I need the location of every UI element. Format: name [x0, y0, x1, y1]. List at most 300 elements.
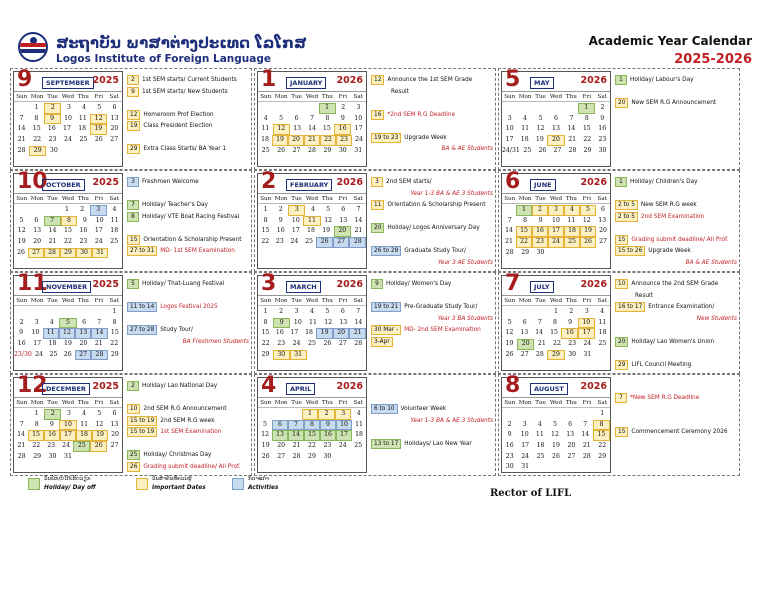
day-cell: 11: [567, 216, 576, 224]
event-date-tag: 15: [615, 427, 628, 437]
day-cell: 9: [600, 114, 605, 122]
weekday-label: Tue: [291, 196, 302, 202]
day-cell: [29, 307, 44, 318]
day-cell: 2: [44, 409, 61, 420]
month-block: [10, 68, 252, 170]
weekday-label: Mon: [518, 298, 532, 304]
weekday-label: Sun: [504, 298, 516, 304]
day-cell: 2: [279, 308, 284, 315]
day-cell: 12: [59, 328, 75, 339]
month-header: [502, 169, 610, 194]
day-cell: 26: [94, 136, 103, 144]
week-row: [14, 409, 122, 420]
day-cell: 25: [261, 146, 270, 154]
day-cell: 1: [600, 410, 605, 417]
day-cell: [45, 307, 60, 318]
day-cell: 2: [80, 206, 85, 213]
week-row: [258, 441, 366, 452]
event-line: [615, 223, 737, 234]
day-cell: 18: [598, 329, 607, 337]
day-cell: 26: [552, 452, 560, 460]
event-line: [615, 337, 737, 348]
day-cell: 26: [580, 237, 596, 248]
week-rows: [502, 102, 610, 156]
event-line: [371, 393, 493, 404]
event-line: [127, 177, 249, 188]
day-cell: 4: [310, 308, 314, 315]
day-cell: 9: [273, 318, 290, 329]
day-cell: 14: [17, 125, 26, 133]
month-year: 2026: [336, 381, 363, 392]
day-cell: 3: [356, 104, 361, 111]
day-cell: 4: [311, 206, 315, 213]
day-cell: 3: [90, 205, 107, 216]
week-row: [502, 307, 610, 318]
event-line: [371, 416, 493, 427]
event-text: Commencement Ceremony 2026: [631, 429, 728, 435]
event-line: [615, 212, 737, 223]
day-cell: 3: [507, 114, 512, 122]
event-date-tag: 30 Mar -: [371, 325, 401, 335]
day-cell: 5: [325, 308, 330, 315]
week-row: [258, 350, 366, 361]
day-cell: 7: [310, 114, 314, 122]
day-cell: 17: [60, 430, 76, 441]
event-line: [371, 439, 493, 450]
week-row: [258, 103, 366, 114]
day-cell: 15: [550, 329, 558, 337]
event-text: Upgrade Week: [648, 248, 691, 254]
day-cell: 18: [305, 329, 313, 337]
day-cell: 23: [505, 452, 514, 460]
day-cell: 23: [323, 442, 332, 450]
weekday-label: Sun: [260, 196, 272, 202]
day-cell: 6: [554, 114, 558, 122]
day-cell: 20: [79, 340, 88, 348]
event-line: [615, 189, 737, 200]
week-row: [502, 146, 610, 157]
day-cell: [351, 350, 366, 361]
day-cell: 9: [44, 114, 61, 125]
event-date-tag: 7: [615, 393, 627, 403]
day-cell: 11: [535, 431, 544, 439]
weekday-label: Sat: [109, 196, 119, 202]
weekday-label: Fri: [94, 196, 103, 202]
day-cell: 28: [568, 146, 577, 154]
day-cell: 16: [275, 329, 284, 337]
day-cell: 9: [278, 216, 283, 224]
day-cell: 20: [599, 227, 607, 235]
weekday-label: Thu: [77, 196, 89, 202]
month-calendar: [501, 67, 611, 167]
weekday-label: Tue: [535, 196, 546, 202]
day-cell: 14: [17, 431, 25, 439]
event-text: Grading submit deadline/ All Prof.: [631, 236, 729, 243]
day-cell: 19: [64, 340, 72, 348]
event-text: Class President Election: [143, 123, 213, 129]
day-cell: 8: [523, 216, 528, 224]
event-line: [127, 381, 249, 392]
week-row: [14, 328, 122, 339]
day-cell: 8: [593, 420, 610, 431]
weekday-label: Fri: [582, 400, 591, 406]
week-row: [258, 318, 366, 329]
event-line: [371, 404, 493, 415]
month-number: 9: [17, 67, 33, 92]
event-line: [371, 302, 493, 313]
event-line: [615, 427, 737, 438]
week-row: [502, 135, 610, 146]
day-cell: 8: [112, 318, 117, 326]
day-cell: [547, 103, 562, 114]
day-cell: 27: [292, 146, 301, 154]
event-text: Holiday/ Women's Day: [386, 281, 452, 287]
day-cell: 27: [567, 452, 576, 460]
day-cell: 21: [94, 340, 103, 348]
day-cell: 29: [521, 248, 530, 256]
week-row: [14, 135, 122, 146]
day-cell: 27: [520, 350, 529, 358]
day-cell: 16: [532, 226, 548, 237]
day-cell: 13: [520, 329, 529, 337]
day-cell: 1: [34, 410, 39, 417]
day-cell: 21: [354, 227, 363, 235]
day-cell: 16: [598, 125, 607, 133]
event-line: [615, 325, 737, 336]
week-row: [258, 146, 366, 157]
day-cell: 8: [304, 420, 320, 431]
day-cell: 21: [568, 136, 577, 144]
event-text: BA & AE Students: [441, 146, 493, 152]
weekday-header: [502, 194, 610, 204]
day-cell: [595, 350, 610, 361]
event-date-tag: 19 to 23: [371, 133, 401, 143]
day-cell: 26: [90, 441, 107, 452]
month-header: [14, 67, 122, 92]
day-cell: 10: [293, 318, 302, 326]
week-row: [14, 318, 122, 329]
weekday-label: Mon: [274, 196, 288, 202]
day-cell: 10: [505, 125, 514, 133]
day-cell: 21: [17, 136, 26, 144]
weekday-label: Thu: [321, 400, 333, 406]
day-cell: 20: [547, 135, 564, 146]
day-cell: 6: [341, 206, 346, 213]
weekday-label: Tue: [291, 400, 302, 406]
day-cell: 28: [582, 452, 591, 460]
event-text: Holiday/ Labour's Day: [630, 77, 694, 83]
event-date-tag: 12: [127, 110, 140, 120]
weekday-label: Wed: [61, 196, 75, 202]
month-number: 10: [17, 169, 48, 194]
day-cell: 6: [112, 104, 117, 111]
event-line: [371, 110, 493, 121]
event-line: [371, 291, 493, 302]
event-date-tag: 3-Apr: [371, 337, 393, 347]
week-row: [502, 237, 610, 248]
event-line: [371, 75, 493, 86]
event-text: 2nd SEM R.G Announcement: [143, 406, 227, 412]
day-cell: 9: [507, 431, 512, 439]
day-cell: 2: [532, 205, 548, 216]
day-cell: 13: [339, 318, 348, 326]
week-row: [502, 226, 610, 237]
weekday-label: Sun: [260, 298, 272, 304]
day-cell: 7: [507, 216, 512, 224]
day-cell: [533, 462, 548, 473]
event-line: [127, 291, 249, 302]
day-cell: 20: [288, 135, 304, 146]
event-text: Holiday/ Logos Anniversary Day: [387, 225, 480, 231]
day-cell: [517, 103, 532, 114]
day-cell: 29: [110, 350, 119, 358]
event-text: New SEM R.G Announcement: [631, 100, 717, 106]
month-block: [254, 170, 496, 272]
week-rows: [14, 102, 122, 156]
event-line: [127, 133, 249, 144]
week-row: [258, 328, 366, 339]
event-text: 2nd SEM R.G week: [160, 417, 215, 424]
month-name: APRIL: [286, 383, 315, 395]
day-cell: 10: [95, 216, 104, 224]
day-cell: 9: [538, 216, 543, 224]
weekday-label: Mon: [274, 94, 288, 100]
day-cell: 26: [277, 146, 286, 154]
legend-label-en: Holiday/ Day off: [44, 485, 96, 491]
day-cell: 15: [32, 125, 41, 133]
day-cell: 3: [335, 409, 352, 420]
event-line: [371, 133, 493, 144]
week-row: [14, 237, 122, 248]
day-cell: 5: [97, 104, 102, 111]
weekday-label: Sun: [260, 94, 272, 100]
event-line: [127, 75, 249, 86]
day-cell: 20: [111, 431, 119, 439]
weekday-label: Tue: [535, 298, 546, 304]
day-cell: 9: [19, 329, 24, 337]
event-text: Result: [391, 88, 409, 95]
day-cell: 14: [288, 430, 304, 441]
day-cell: 5: [538, 114, 543, 122]
day-cell: 12: [536, 125, 545, 133]
day-cell: [548, 462, 563, 473]
week-row: [502, 441, 610, 452]
day-cell: 3: [548, 205, 564, 216]
event-date-tag: 12: [371, 75, 384, 85]
day-cell: 30: [568, 350, 577, 358]
day-cell: 30: [598, 146, 607, 154]
day-cell: 22: [110, 340, 119, 348]
week-row: [14, 441, 122, 452]
day-cell: 8: [325, 114, 330, 122]
day-cell: 30: [48, 452, 57, 460]
day-cell: 7: [288, 420, 304, 431]
event-date-tag: 26 to 28: [371, 246, 401, 256]
event-text: Homeroom Prof Election: [143, 111, 214, 118]
month-block: [254, 374, 496, 476]
day-cell: [14, 205, 29, 216]
month-name: DECEMBER: [42, 383, 90, 395]
day-cell: [258, 409, 273, 420]
day-cell: 19: [322, 227, 331, 235]
day-cell: 31: [290, 350, 307, 361]
event-line: [127, 87, 249, 98]
event-line: [127, 212, 249, 223]
day-cell: 17: [290, 329, 299, 337]
weekday-label: Thu: [321, 298, 333, 304]
weekday-label: Tue: [47, 196, 58, 202]
event-text: 1st SEM starts/ Current Students: [142, 77, 237, 83]
day-cell: 11: [78, 114, 87, 122]
event-line: [127, 302, 249, 313]
weekday-header: [258, 296, 366, 306]
event-line: [615, 235, 737, 246]
day-cell: 27: [338, 340, 347, 348]
day-cell: [60, 307, 75, 318]
week-row: [14, 124, 122, 135]
month-year: 2026: [580, 381, 607, 392]
day-cell: 5: [19, 216, 24, 224]
day-cell: 24: [521, 452, 530, 460]
day-cell: [335, 452, 350, 463]
weekday-label: Fri: [94, 400, 103, 406]
day-cell: 30: [323, 452, 332, 460]
event-line: [615, 133, 737, 144]
weekday-label: Tue: [291, 94, 302, 100]
weekday-label: Thu: [565, 196, 577, 202]
weekday-label: Sat: [353, 196, 363, 202]
day-cell: 16: [79, 227, 88, 235]
day-cell: 2: [318, 409, 335, 420]
event-line: [371, 121, 493, 132]
event-date-tag: 9: [371, 279, 383, 289]
day-cell: 26: [316, 237, 333, 248]
day-cell: 22: [64, 238, 72, 246]
month-header: [502, 67, 610, 92]
day-cell: 14: [535, 329, 544, 337]
day-cell: 3: [34, 318, 39, 326]
event-text: 2nd SEM Examination: [640, 213, 705, 220]
event-line: [127, 144, 249, 155]
weekday-label: Thu: [321, 94, 333, 100]
day-cell: 4: [82, 104, 87, 111]
day-cell: 24: [338, 442, 347, 450]
event-line: [371, 87, 493, 98]
weekday-label: Fri: [338, 400, 347, 406]
weekday-label: Sun: [504, 196, 516, 202]
event-text: 2nd SEM starts/: [386, 179, 432, 185]
day-cell: 2: [600, 104, 605, 111]
month-header: [502, 271, 610, 296]
month-number: 1: [261, 67, 277, 92]
day-cell: 23: [79, 238, 88, 246]
day-cell: 14: [581, 431, 590, 439]
day-cell: 26: [323, 340, 332, 348]
day-cell: 22: [261, 340, 270, 348]
weekday-label: Mon: [518, 400, 532, 406]
day-cell: [564, 409, 579, 420]
event-text: BA Freshmen Students: [182, 338, 249, 345]
event-line: [615, 200, 737, 211]
week-rows: [14, 306, 122, 360]
week-row: [258, 205, 366, 216]
day-cell: 2: [44, 103, 61, 114]
day-cell: 11: [43, 328, 59, 339]
day-cell: 3: [67, 410, 71, 417]
day-cell: 30: [536, 248, 545, 256]
day-cell: 18: [564, 226, 580, 237]
weekday-label: Thu: [77, 94, 89, 100]
weekday-label: Mon: [30, 94, 44, 100]
day-cell: 15: [322, 125, 331, 133]
day-cell: 1: [554, 308, 558, 315]
event-line: [615, 258, 737, 269]
month-block: [498, 170, 740, 272]
day-cell: 23: [47, 442, 56, 450]
day-cell: 13: [110, 420, 119, 428]
day-cell: [517, 409, 532, 420]
event-date-tag: 2 to 5: [615, 200, 638, 210]
day-cell: [287, 409, 302, 420]
day-cell: 17: [548, 226, 564, 237]
event-line: [127, 416, 249, 427]
event-date-tag: 27 to 31: [127, 246, 157, 256]
day-cell: 25: [354, 442, 363, 450]
event-date-tag: 1: [615, 75, 627, 85]
week-row: [258, 124, 366, 135]
day-cell: 20: [110, 125, 119, 133]
week-row: [14, 350, 122, 361]
day-cell: 20: [333, 328, 350, 339]
month-name: JUNE: [530, 179, 556, 191]
event-line: [127, 223, 249, 234]
weekday-header: [502, 92, 610, 102]
month-calendar: [257, 169, 367, 269]
month-number: 11: [17, 271, 48, 296]
day-cell: 14: [354, 216, 363, 224]
week-rows: [14, 204, 122, 258]
event-date-tag: 25: [127, 450, 140, 460]
month-year: 2026: [336, 75, 363, 86]
day-cell: 1: [516, 205, 532, 216]
week-row: [502, 205, 610, 216]
day-cell: 7: [19, 114, 24, 122]
weekday-label: Wed: [61, 94, 75, 100]
event-text: MD- 1st SEM Examination: [160, 248, 235, 254]
week-row: [502, 430, 610, 441]
day-cell: 17: [63, 125, 71, 133]
month-number: 12: [17, 373, 48, 398]
day-cell: 9: [320, 420, 336, 431]
day-cell: 23: [277, 340, 286, 348]
day-cell: 23: [275, 238, 284, 246]
day-cell: 28: [308, 146, 316, 154]
day-cell: [595, 248, 610, 259]
event-line: [127, 450, 249, 461]
day-cell: [76, 307, 91, 318]
day-cell: 21: [304, 135, 320, 146]
event-date-tag: 15: [615, 235, 628, 245]
day-cell: 20: [334, 226, 351, 237]
day-cell: 11: [303, 216, 320, 227]
day-cell: 7: [44, 216, 61, 227]
day-cell: [61, 146, 76, 157]
legend-label-lao: ວັນພັກ/ບໍ່ໄດ້ເຮັດວຽກ: [44, 476, 91, 482]
day-cell: 11: [110, 216, 119, 224]
event-date-tag: 16: [371, 110, 384, 120]
month-calendar: [13, 373, 123, 473]
day-cell: 3: [67, 104, 71, 111]
